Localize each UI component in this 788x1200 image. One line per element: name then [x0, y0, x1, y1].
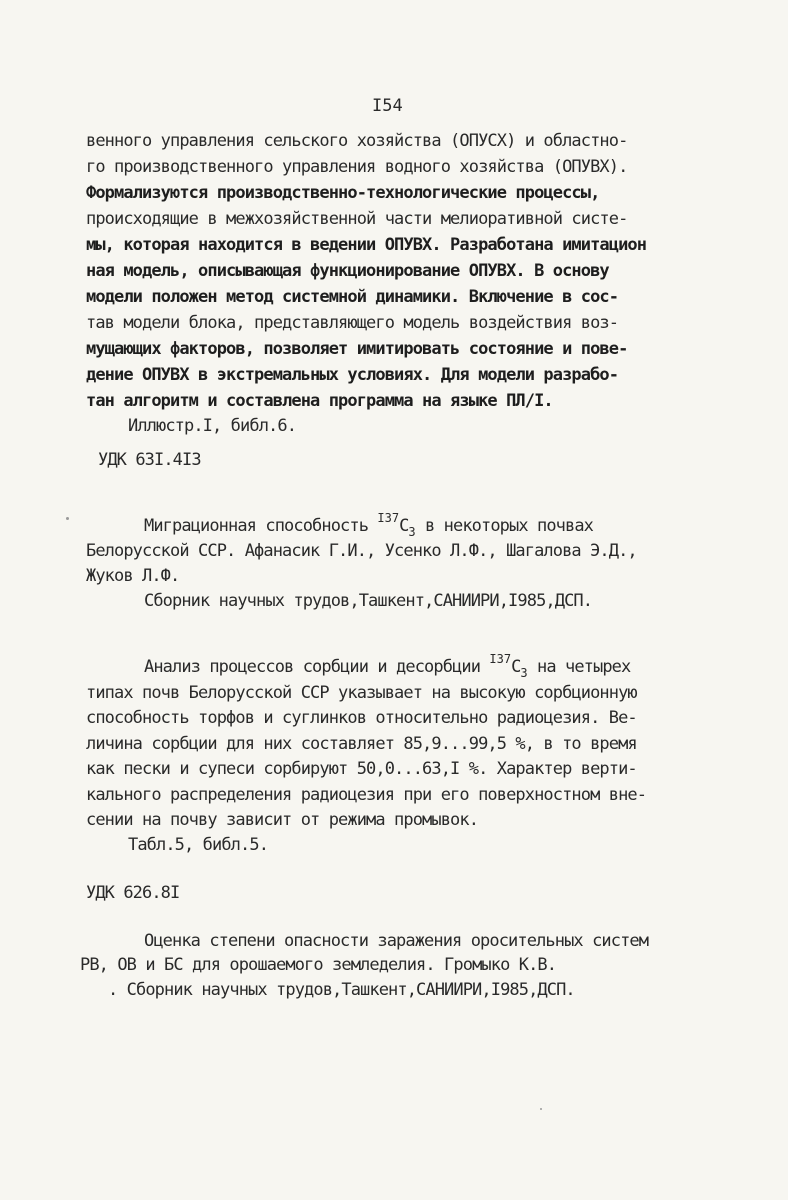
abstract1-line: модели положен метод системной динамики. Включение в сос-: [86, 287, 619, 307]
abstract1-line: дение ОПУВХ в экстремальных условиях. Для модели разрабо-: [86, 365, 619, 385]
isotope-subscript: 3: [520, 666, 528, 680]
entry-abstract-line: как пески и супеси сорбируют 50,0...63,I %. Характер верти-: [86, 759, 637, 779]
abstract1-footnote: Иллюстр.I, библ.6.: [128, 416, 297, 436]
isotope-mass: I37: [377, 511, 400, 525]
entry-abstract-line: [144, 652, 631, 680]
abstract1-line: венного управления сельского хозяйства (ОПУСХ) и областно-: [86, 131, 628, 151]
entry-abstract-line: типах почв Белорусской ССР указывает на высокую сорбционную: [86, 683, 637, 703]
isotope-subscript: 3: [408, 525, 416, 539]
entry-title-line: Белорусской ССР. Афанасик Г.И., Усенко Л.Ф., Шагалова Э.Д.,: [86, 541, 637, 561]
entry-title-line: Жуков Л.Ф.: [86, 566, 180, 586]
entry-abstract-text: на четырех: [527, 657, 631, 677]
isotope-formula: [489, 652, 528, 680]
isotope-symbol: C: [511, 657, 521, 677]
entry-footnote: Табл.5, библ.5.: [128, 835, 269, 855]
entry-abstract-text: Анализ процессов сорбции и десорбции: [144, 657, 490, 677]
entry-abstract-line: личина сорбции для них составляет 85,9...99,5 %, в то время: [86, 734, 637, 754]
entry-title-text: Миграционная способность: [144, 516, 378, 536]
abstract1-line: го производственного управления водного хозяйства (ОПУВХ).: [86, 157, 628, 177]
entry-title-text: в некоторых почвах: [415, 516, 594, 536]
udk-code: УДК 63I.4I3: [98, 450, 201, 470]
abstract1-line: тан алгоритм и составлена программа на языке ПЛ/I.: [86, 391, 553, 411]
abstract1-line: ная модель, описывающая функционирование ОПУВХ. В основу: [86, 261, 609, 281]
entry-source: Сборник научных трудов,Ташкент,САНИИРИ,I985,ДСП.: [144, 591, 593, 611]
entry-title-line: [144, 511, 594, 539]
abstract1-line: происходящие в межхозяйственной части мелиоративной систе-: [86, 209, 628, 229]
entry-abstract-line: кального распределения радиоцезия при его поверхностном вне-: [86, 785, 647, 805]
abstract1-line: тав модели блока, представляющего модель воздействия воз-: [86, 313, 619, 333]
abstract1-line: Формализуются производственно-технологические процессы,: [86, 183, 600, 203]
entry-source: . Сборник научных трудов,Ташкент,САНИИРИ,I985,ДСП.: [108, 980, 575, 1000]
entry-title-line: Оценка степени опасности заражения оросительных систем: [144, 931, 649, 951]
entry-abstract-line: сении на почву зависит от режима промывок.: [86, 810, 479, 830]
udk-code: УДК 626.8I: [86, 883, 180, 903]
isotope-formula: [377, 511, 416, 539]
isotope-mass: I37: [489, 652, 512, 666]
abstract1-line: мущающих факторов, позволяет имитировать состояние и пове-: [86, 339, 628, 359]
paper-speck: [540, 1108, 542, 1110]
entry-title-line: РВ, ОВ и БС для орошаемого земледелия. Громыко К.В.: [80, 955, 557, 975]
isotope-symbol: C: [399, 516, 409, 536]
entry-abstract-line: способность торфов и суглинков относительно радиоцезия. Ве-: [86, 708, 637, 728]
page-number: I54: [372, 96, 403, 116]
paper-speck: [66, 517, 69, 520]
abstract1-line: мы, которая находится в ведении ОПУВХ. Разработана имитацион: [86, 235, 647, 255]
